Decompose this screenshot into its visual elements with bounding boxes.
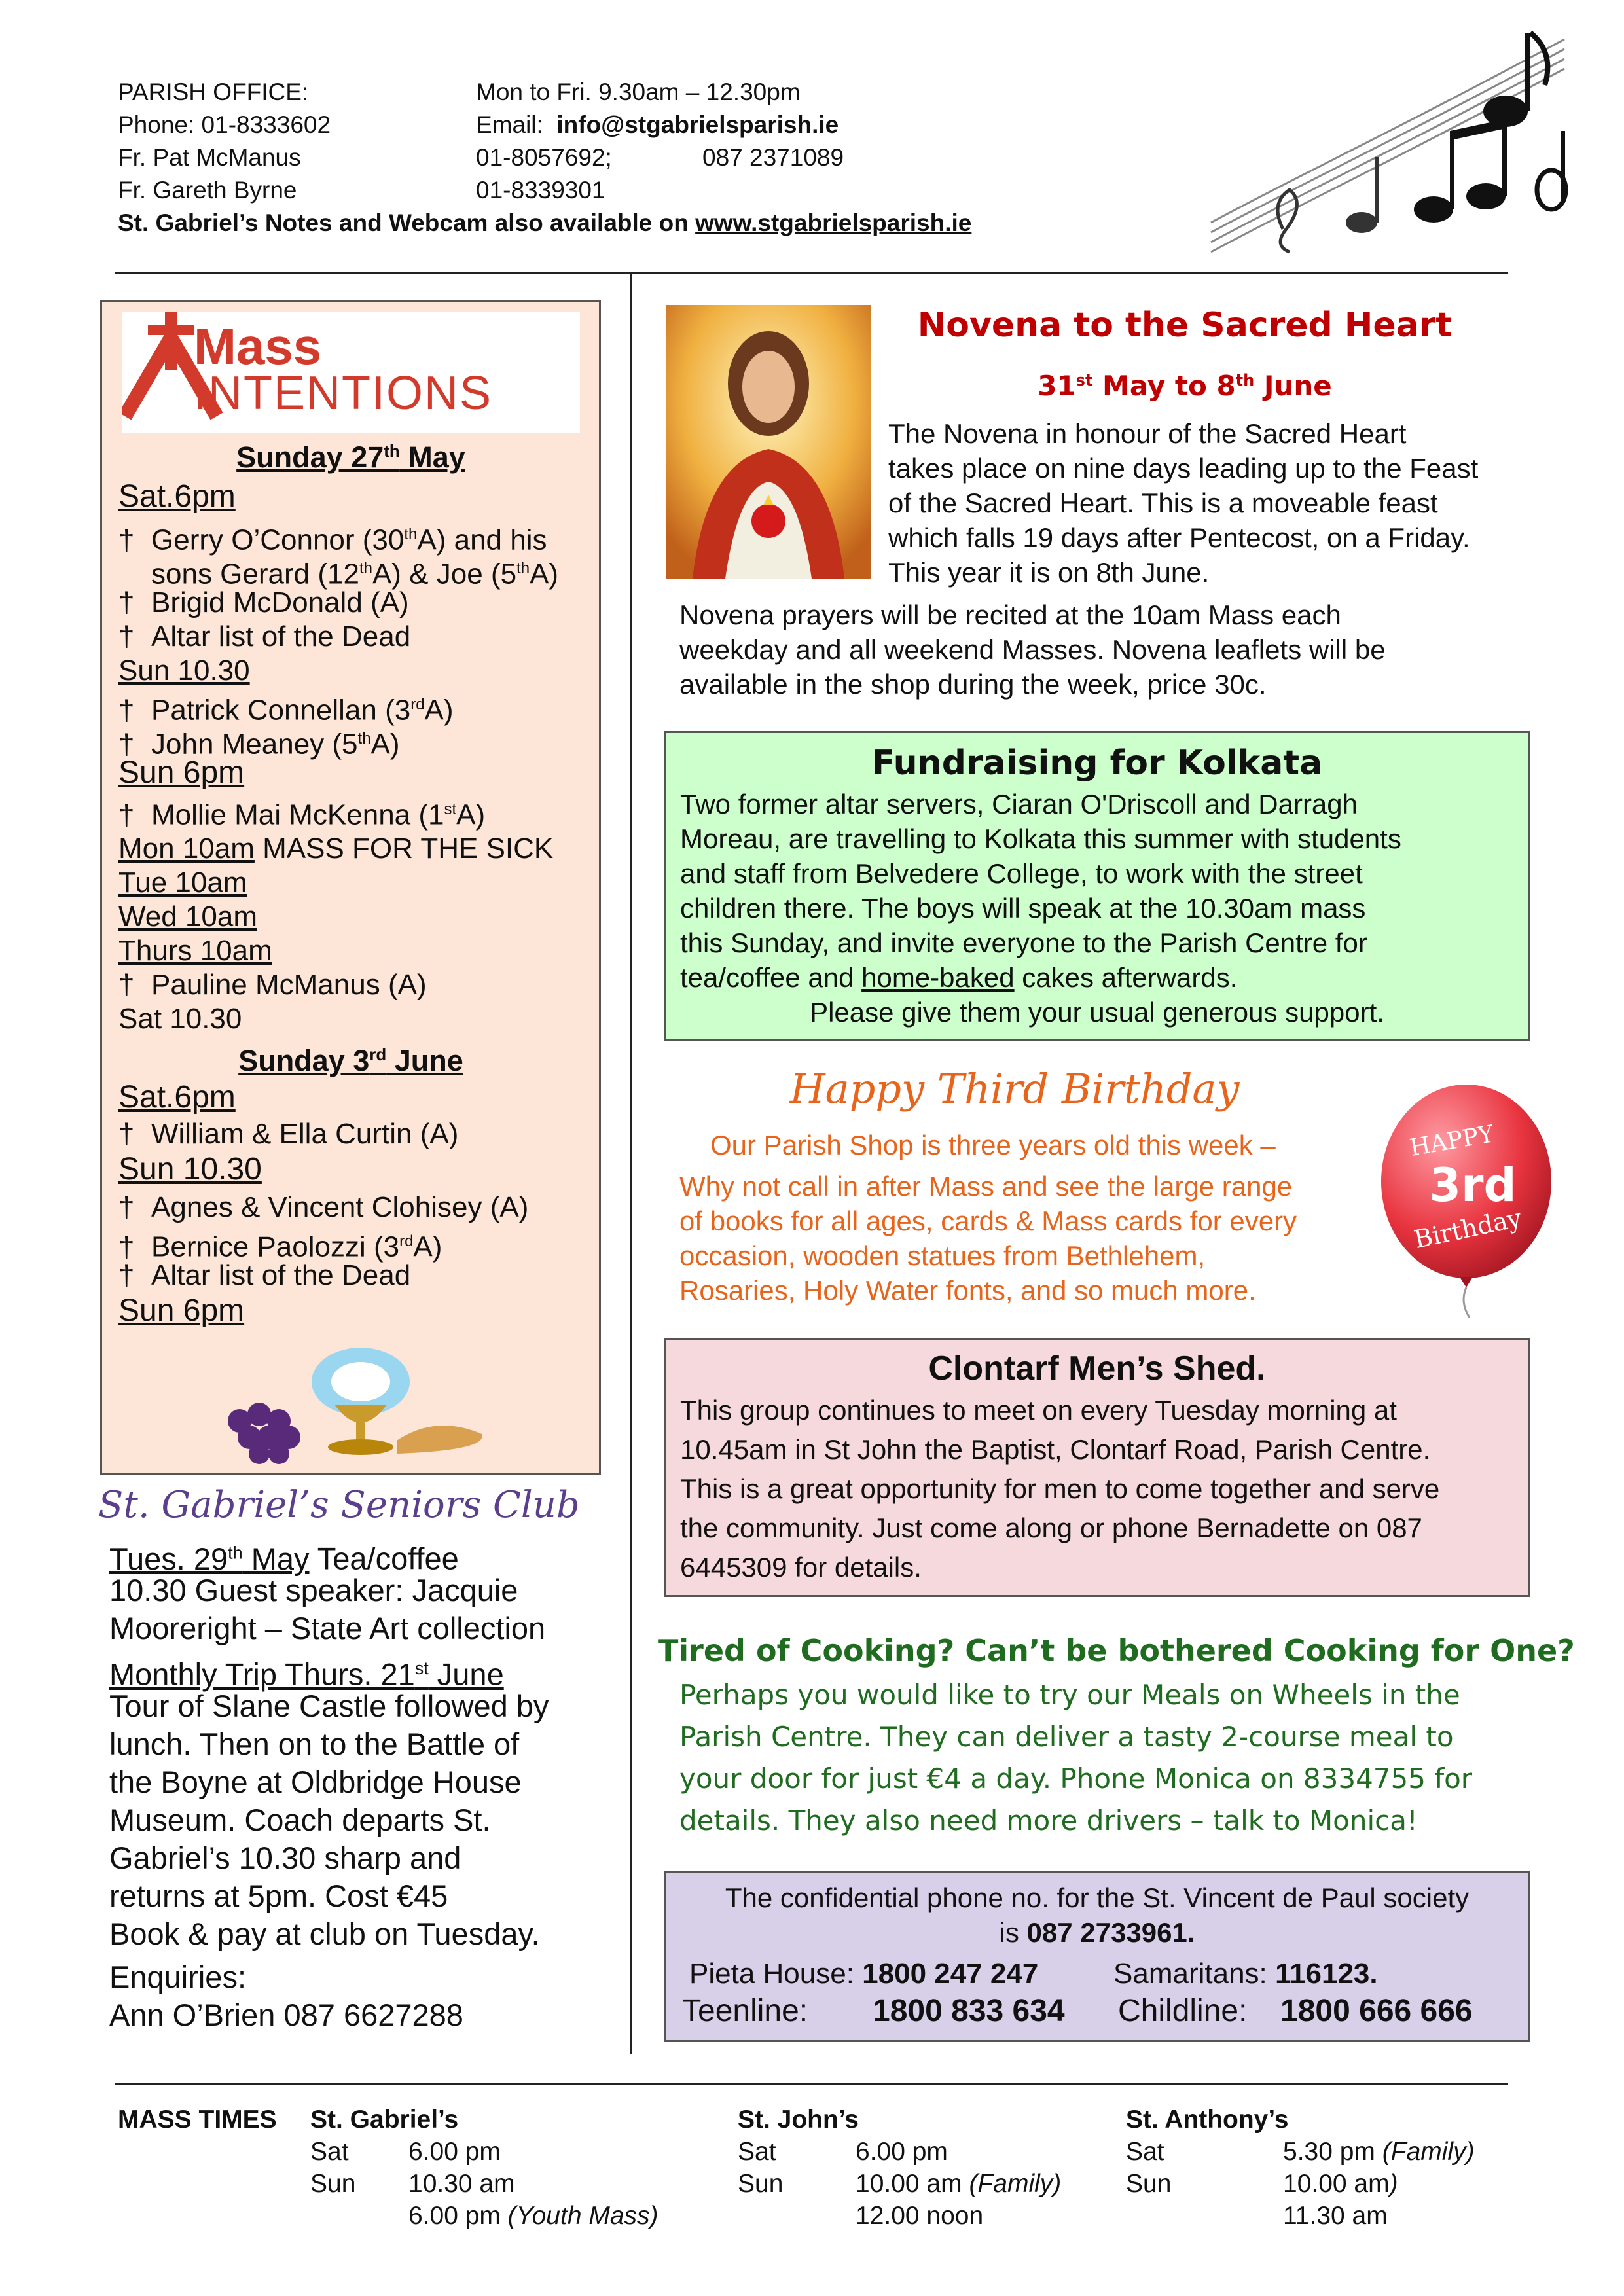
kolkata-line-6: tea/coffee and home-baked cakes afterwards.	[680, 962, 1238, 993]
birthday-line-1: Our Parish Shop is three years old this week –	[710, 1130, 1276, 1160]
seniors-line-10: returns at 5pm. Cost €45	[109, 1878, 448, 1913]
mass-time-sun-6pm: Sun 6pm	[118, 755, 245, 790]
music-notes-icon	[1198, 13, 1571, 262]
kolkata-line-7: Please give them your usual generous support.	[810, 997, 1384, 1028]
office-hours: Mon to Fri. 9.30am – 12.30pm	[476, 79, 801, 105]
seniors-line-2: 10.30 Guest speaker: Jacquie	[109, 1573, 518, 1607]
intention-patrick: † Patrick Connellan (3rdA)	[118, 694, 454, 726]
novena-para-4: which falls 19 days after Pentecost, on a Friday.	[888, 522, 1470, 553]
seniors-line-1: Tues. 29th May Tea/coffee	[109, 1541, 459, 1576]
seniors-line-11: Book & pay at club on Tuesday.	[109, 1916, 540, 1951]
intention-brigid: † Brigid McDonald (A)	[118, 586, 409, 619]
novena-para-8: available in the shop during the week, price 30c.	[679, 669, 1267, 700]
mass-intentions-box	[100, 300, 601, 1475]
teenline-number: 1800 833 634	[873, 1994, 1065, 2028]
novena-para-7: weekday and all weekend Masses. Novena leaflets will be	[679, 634, 1386, 665]
intention-altar-list-1: † Altar list of the Dead	[118, 620, 411, 653]
seniors-line-5: Tour of Slane Castle followed by	[109, 1689, 549, 1723]
mass-time-sat-6pm: Sat.6pm	[118, 479, 236, 514]
sacred-heart-image	[666, 305, 871, 579]
mens-shed-line-2: 10.45am in St John the Baptist, Clontarf Road, Parish Centre.	[680, 1434, 1431, 1465]
cooking-line-4: details. They also need more drivers – talk to Monica!	[679, 1804, 1418, 1837]
priest-2-phone: 01-8339301	[476, 177, 605, 204]
mens-shed-title: Clontarf Men’s Shed.	[928, 1350, 1266, 1388]
seniors-line-9: Gabriel’s 10.30 sharp and	[109, 1840, 461, 1875]
priest-1-phone-2: 087 2371089	[702, 144, 844, 171]
website-link[interactable]: www.stgabrielsparish.ie	[695, 209, 972, 236]
column-divider	[630, 274, 632, 2054]
novena-para-6: Novena prayers will be recited at the 10am Mass each	[679, 600, 1341, 630]
st-gabriels-day-2: Sun	[310, 2170, 356, 2198]
birthday-balloon-icon	[1375, 1083, 1558, 1319]
mass-times-label: MASS TIMES	[118, 2106, 277, 2134]
priest-2-name: Fr. Gareth Byrne	[118, 177, 297, 204]
intention-pauline: † Pauline McManus (A)	[118, 969, 427, 1001]
webcam-text: St. Gabriel’s Notes and Webcam also available on	[118, 209, 696, 236]
st-anthonys-time-2: 10.00 am)	[1283, 2170, 1398, 2198]
cooking-line-3: your door for just €4 a day. Phone Monica on 8334755 for	[679, 1763, 1473, 1795]
kolkata-line-5: this Sunday, and invite everyone to the Parish Centre for	[680, 927, 1367, 958]
intention-sons: sons Gerard (12thA) & Joe (5thA)	[151, 558, 559, 590]
novena-title: Novena to the Sacred Heart	[917, 306, 1453, 345]
seniors-line-8: Museum. Coach departs St.	[109, 1803, 491, 1837]
seniors-line-7: the Boyne at Oldbridge House	[109, 1765, 522, 1799]
mens-shed-line-3: This is a great opportunity for men to come together and serve	[680, 1473, 1440, 1504]
logo-mass-word: Mass	[194, 317, 322, 375]
st-anthonys-day-2: Sun	[1126, 2170, 1172, 2198]
priest-1-name: Fr. Pat McManus	[118, 144, 301, 171]
teenline-label: Teenline:	[682, 1994, 808, 2028]
footer-divider	[115, 2083, 1508, 2085]
st-johns-day-2: Sun	[738, 2170, 784, 2198]
mens-shed-line-5: 6445309 for details.	[680, 1552, 922, 1583]
mens-shed-line-1: This group continues to meet on every Tuesday morning at	[680, 1395, 1397, 1426]
st-gabriels-time-2: 10.30 am	[408, 2170, 515, 2198]
novena-para-2: takes place on nine days leading up to the Feast	[888, 453, 1479, 484]
st-anthonys-time-3: 11.30 am	[1283, 2202, 1388, 2230]
novena-para-3: of the Sacred Heart. This is a moveable feast	[888, 488, 1438, 518]
intention-mollie: † Mollie Mai McKenna (1stA)	[118, 798, 486, 831]
st-gabriels-day-1: Sat	[310, 2138, 349, 2166]
chalice-grapes-icon	[200, 1342, 514, 1467]
mass-time-sun-6pm-week2: Sun 6pm	[118, 1293, 245, 1328]
st-johns-day-1: Sat	[738, 2138, 776, 2166]
intention-agnes: † Agnes & Vincent Clohisey (A)	[118, 1191, 529, 1223]
intention-gerry: † Gerry O’Connor (30thA) and his	[118, 524, 547, 556]
kolkata-box	[664, 731, 1530, 1041]
office-phone: Phone: 01-8333602	[118, 111, 331, 138]
header-divider	[115, 272, 1508, 274]
priest-1-phone-1: 01-8057692;	[476, 144, 612, 171]
birthday-line-2: Why not call in after Mass and see the large range	[679, 1171, 1293, 1202]
st-gabriels-time-3: 6.00 pm (Youth Mass)	[408, 2202, 659, 2230]
novena-para-5: This year it is on 8th June.	[888, 557, 1210, 588]
mens-shed-line-4: the community. Just come along or phone Bernadette on 087	[680, 1513, 1422, 1543]
birthday-line-4: occasion, wooden statues from Bethlehem,	[679, 1240, 1206, 1271]
birthday-title: Happy Third Birthday	[789, 1065, 1240, 1113]
kolkata-line-1: Two former altar servers, Ciaran O'Driscoll and Darragh	[680, 789, 1358, 819]
kolkata-line-4: children there. The boys will speak at the 10.30am mass	[680, 893, 1366, 924]
birthday-line-3: of books for all ages, cards & Mass cards for every	[679, 1206, 1297, 1236]
parish-office-header	[118, 76, 1165, 246]
seniors-line-4: Monthly Trip Thurs. 21st June	[109, 1657, 504, 1692]
st-johns-time-3: 12.00 noon	[856, 2202, 984, 2230]
webcam-line	[118, 207, 971, 240]
childline-number: 1800 666 666	[1280, 1994, 1473, 2028]
church-name-st-johns: St. John’s	[738, 2106, 859, 2134]
balloon-birthday-text: Birthday	[1411, 1203, 1525, 1255]
st-johns-time-1: 6.00 pm	[856, 2138, 948, 2166]
intention-john: † John Meaney (5thA)	[118, 728, 400, 761]
email-label: Email:	[476, 111, 543, 138]
kolkata-title: Fundraising for Kolkata	[871, 744, 1323, 783]
email-line	[476, 109, 839, 141]
st-johns-time-2: 10.00 am (Family)	[856, 2170, 1062, 2198]
novena-para-1: The Novena in honour of the Sacred Heart	[888, 418, 1407, 449]
seniors-line-6: lunch. Then on to the Battle of	[109, 1727, 520, 1761]
intention-altar-list-2: † Altar list of the Dead	[118, 1259, 411, 1291]
mass-time-sun-1030: Sun 10.30	[118, 655, 250, 687]
samaritans: Samaritans: 116123.	[1113, 1958, 1378, 1990]
balloon-happy-text: HAPPY	[1407, 1121, 1496, 1162]
mass-time-sun-1030-week2: Sun 10.30	[118, 1152, 262, 1187]
intention-bernice: † Bernice Paolozzi (3rdA)	[118, 1230, 442, 1263]
st-gabriels-time-1: 6.00 pm	[408, 2138, 501, 2166]
kolkata-line-3: and staff from Belvedere College, to work with the street	[680, 858, 1363, 889]
mens-shed-box	[664, 1338, 1530, 1597]
seniors-club-title: St. Gabriel’s Seniors Club	[98, 1484, 580, 1526]
mass-time-sat-1030: Sat 10.30	[118, 1003, 242, 1035]
week-2-title: Sunday 3rd June	[238, 1044, 463, 1077]
cooking-line-2: Parish Centre. They can deliver a tasty 2-course meal to	[679, 1721, 1454, 1753]
kolkata-line-2: Moreau, are travelling to Kolkata this summer with students	[680, 823, 1401, 854]
seniors-enquiries-contact: Ann O’Brien 087 6627288	[109, 1998, 463, 2032]
seniors-line-3: Mooreright – State Art collection	[109, 1611, 546, 1645]
logo-intentions-word: INTENTIONS	[194, 367, 493, 420]
svp-line-1: The confidential phone no. for the St. Vincent de Paul society	[725, 1882, 1470, 1913]
helplines-box	[664, 1871, 1530, 2042]
mass-intentions-logo	[122, 312, 580, 433]
pieta-house: Pieta House: 1800 247 247	[689, 1958, 1039, 1990]
st-anthonys-time-1: 5.30 pm (Family)	[1283, 2138, 1475, 2166]
church-name-st-anthonys: St. Anthony’s	[1126, 2106, 1289, 2134]
cooking-title: Tired of Cooking? Can’t be bothered Cooking for One?	[658, 1633, 1575, 1668]
mass-time-monday: Mon 10am MASS FOR THE SICK	[118, 833, 554, 865]
svp-line-2: is 087 2733961.	[999, 1917, 1195, 1948]
mass-time-thursday: Thurs 10am	[118, 935, 272, 967]
childline-label: Childline:	[1118, 1994, 1248, 2028]
birthday-line-5: Rosaries, Holy Water fonts, and so much more.	[679, 1275, 1256, 1306]
office-label: PARISH OFFICE:	[118, 79, 309, 105]
st-anthonys-day-1: Sat	[1126, 2138, 1164, 2166]
mass-time-sat-6pm-week2: Sat.6pm	[118, 1080, 236, 1115]
cooking-line-1: Perhaps you would like to try our Meals on Wheels in the	[679, 1679, 1460, 1711]
email-link[interactable]: info@stgabrielsparish.ie	[556, 111, 839, 138]
balloon-3rd-text: 3rd	[1429, 1158, 1517, 1212]
week-1-title: Sunday 27th May	[236, 440, 465, 474]
novena-dates: 31st May to 8th June	[1038, 370, 1332, 402]
intention-william: † William & Ella Curtin (A)	[118, 1118, 459, 1150]
mass-time-wednesday: Wed 10am	[118, 901, 257, 933]
church-name-st-gabriels: St. Gabriel’s	[310, 2106, 459, 2134]
seniors-enquiries-label: Enquiries:	[109, 1960, 246, 1994]
mass-time-tuesday: Tue 10am	[118, 867, 247, 899]
